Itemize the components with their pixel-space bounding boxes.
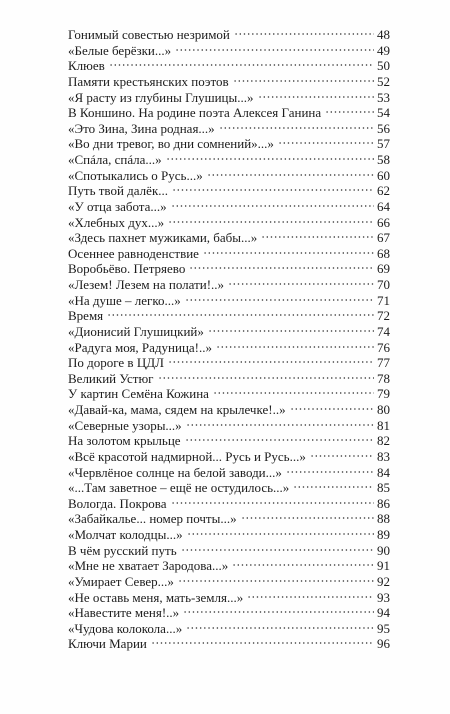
toc-entry: [68, 136, 390, 152]
toc-entry: [68, 386, 390, 402]
dot-leader: [216, 345, 374, 349]
toc-entry-page-number: 94: [377, 605, 390, 621]
dot-leader: [286, 470, 374, 474]
toc-entry: [68, 340, 390, 356]
dot-leader: [171, 501, 375, 505]
toc-entry: [68, 277, 390, 293]
dot-leader: [109, 63, 374, 67]
toc-entry: [68, 621, 390, 637]
toc-entry: [68, 465, 390, 481]
dot-leader: [234, 32, 374, 36]
toc-entry-page-number: 52: [377, 73, 390, 89]
dot-leader: [171, 204, 374, 208]
toc-entry-title: По дороге в ЦДЛ: [68, 355, 164, 371]
dot-leader: [293, 485, 374, 489]
toc-entry-page-number: 57: [377, 136, 390, 152]
toc-entry-page-number: 72: [377, 308, 390, 324]
toc-entry: [68, 480, 390, 496]
toc-entry: [68, 574, 390, 590]
toc-entry-page-number: 48: [377, 27, 390, 42]
toc-entry-page-number: 62: [377, 183, 390, 199]
toc-entry-page-number: 89: [377, 527, 390, 542]
toc-entry-title: «Мне не хватает Зародова...»: [68, 558, 229, 574]
toc-entry: [68, 527, 390, 543]
dot-leader: [203, 251, 374, 255]
toc-entry-title: «Умирает Север...»: [68, 573, 174, 589]
toc-entry-title: Путь твой далёк...: [68, 183, 169, 199]
toc-entry: [68, 543, 390, 559]
toc-entry-title: В чём русский путь: [68, 542, 177, 558]
toc-entry-page-number: 60: [377, 167, 390, 183]
toc-entry: [68, 58, 390, 74]
toc-entry-page-number: 74: [377, 323, 390, 339]
dot-leader: [178, 579, 374, 583]
toc-entry-page-number: 49: [377, 42, 390, 58]
toc-entry: [68, 74, 390, 90]
toc-entry-title: «Хлебных дух...»: [68, 214, 165, 230]
dot-leader: [189, 266, 374, 270]
dot-leader: [247, 595, 374, 599]
toc-entry: [68, 590, 390, 606]
toc-entry: [68, 449, 390, 465]
toc-entry-title: «Спотыкались о Русь...»: [68, 167, 203, 183]
dot-leader: [207, 173, 374, 177]
dot-leader: [186, 423, 374, 427]
dot-leader: [258, 95, 375, 99]
toc-entry-title: «Лезем! Лезем на полати!..»: [68, 277, 225, 292]
toc-entry-title: «Я расту из глубины Глушицы...»: [68, 89, 254, 105]
toc-entry-page-number: 80: [377, 402, 390, 417]
toc-entry-title: «Здесь пахнет мужиками, бабы...»: [68, 230, 258, 246]
toc-entry-page-number: 90: [377, 542, 390, 558]
dot-leader: [232, 563, 374, 567]
toc-entry-title: Клюев: [68, 58, 105, 74]
toc-entry-title: Вологда. Покрова: [68, 495, 167, 511]
toc-entry-title: «Червлёное солнце на белой заводи...»: [68, 464, 282, 480]
toc-entry: [68, 199, 390, 215]
toc-entry-page-number: 83: [377, 448, 390, 464]
toc-entry-page-number: 82: [377, 433, 390, 449]
toc-entry: [68, 558, 390, 574]
toc-entry-page-number: 96: [377, 636, 390, 652]
toc-entry-title: Осеннее равноденствие: [68, 245, 199, 261]
toc-entry-page-number: 76: [377, 339, 390, 355]
toc-entry: [68, 121, 390, 137]
toc-entry-page-number: 85: [377, 480, 390, 496]
dot-leader: [107, 313, 374, 317]
dot-leader: [183, 610, 374, 614]
toc-entry: [68, 324, 390, 340]
toc-entry: [68, 27, 390, 43]
toc-entry: [68, 215, 390, 231]
toc-entry-title: «...Там заветное – ещё не остудилось...»: [68, 480, 290, 496]
toc-entry-title: Ключи Марии: [68, 636, 147, 652]
toc-entry-page-number: 64: [377, 198, 390, 214]
toc-entry-title: «Дионисий Глушицкий»: [68, 323, 204, 339]
dot-leader: [325, 110, 374, 114]
toc-entry-page-number: 53: [377, 89, 390, 105]
dot-leader: [290, 407, 374, 411]
toc-entry: [68, 308, 390, 324]
toc-entry-title: Памяти крестьянских поэтов: [68, 73, 229, 89]
toc-entry-page-number: 88: [377, 511, 390, 527]
toc-entry-title: Воробьёво. Петряево: [68, 261, 186, 277]
toc-entry: [68, 636, 390, 652]
toc-entry-title: У картин Семёна Кожина: [68, 386, 209, 402]
dot-leader: [186, 626, 374, 630]
toc-entry-page-number: 95: [377, 620, 390, 636]
toc-entry: [68, 496, 390, 512]
toc-entry-page-number: 56: [377, 120, 390, 136]
toc-entry: [68, 355, 390, 371]
toc-entry-page-number: 91: [377, 558, 390, 574]
toc-entry-page-number: 66: [377, 214, 390, 230]
dot-leader: [208, 329, 374, 333]
toc-entry: [68, 261, 390, 277]
toc-entry: [68, 402, 390, 418]
toc-entry-page-number: 68: [377, 245, 390, 261]
toc-entry-page-number: 81: [377, 417, 390, 433]
toc-entry-page-number: 84: [377, 464, 390, 480]
toc-entry: [68, 43, 390, 59]
toc-entry-title: В Коншино. На родине поэта Алексея Ганина: [68, 105, 322, 121]
table-of-contents: [68, 27, 390, 652]
toc-entry: [68, 183, 390, 199]
dot-leader: [213, 391, 374, 395]
dot-leader: [181, 548, 374, 552]
dot-leader: [261, 235, 374, 239]
toc-entry-title: «Белые берёзки...»: [68, 42, 172, 58]
dot-leader: [175, 48, 374, 52]
dot-leader: [172, 188, 374, 192]
toc-entry-title: Гонимый совестью незримой: [68, 27, 230, 42]
toc-entry: [68, 105, 390, 121]
toc-entry-page-number: 79: [377, 386, 390, 402]
dot-leader: [168, 360, 374, 364]
toc-entry-title: Время: [68, 308, 104, 324]
dot-leader: [219, 126, 374, 130]
toc-entry: [68, 511, 390, 527]
toc-entry-title: «Северные узоры...»: [68, 417, 182, 433]
toc-entry-title: «Навестите меня!..»: [68, 605, 180, 621]
toc-entry-page-number: 93: [377, 589, 390, 605]
toc-entry-page-number: 69: [377, 261, 390, 277]
toc-entry: [68, 152, 390, 168]
dot-leader: [185, 298, 374, 302]
toc-entry-title: Великий Устюг: [68, 370, 154, 386]
toc-entry-title: «Всё красотой надмирной... Русь и Русь...»: [68, 448, 306, 464]
toc-entry-title: «У отца забота...»: [68, 198, 167, 214]
dot-leader: [310, 454, 374, 458]
dot-leader: [187, 532, 374, 536]
toc-entry: [68, 605, 390, 621]
toc-entry-title: «Забайкалье... номер почты...»: [68, 511, 237, 527]
dot-leader: [278, 141, 374, 145]
toc-entry: [68, 433, 390, 449]
toc-entry-page-number: 70: [377, 277, 390, 292]
toc-entry-page-number: 77: [377, 355, 390, 371]
toc-entry: [68, 371, 390, 387]
toc-entry-title: «Во дни тревог, во дни сомнений»...»: [68, 136, 274, 152]
toc-entry-page-number: 92: [377, 573, 390, 589]
toc-entry: [68, 90, 390, 106]
toc-entry: [68, 293, 390, 309]
toc-entry-title: «Чудова колокола...»: [68, 620, 183, 636]
toc-entry: [68, 168, 390, 184]
dot-leader: [228, 282, 374, 286]
toc-entry-title: «Молчат колодцы...»: [68, 527, 183, 542]
dot-leader: [241, 516, 374, 520]
toc-entry: [68, 418, 390, 434]
toc-entry-page-number: 78: [377, 370, 390, 386]
toc-entry-page-number: 58: [377, 152, 390, 167]
toc-entry: [68, 246, 390, 262]
toc-entry-title: На золотом крыльце: [68, 433, 181, 449]
toc-entry-page-number: 71: [377, 292, 390, 308]
dot-leader: [168, 220, 374, 224]
dot-leader: [158, 376, 374, 380]
toc-entry-title: «Это Зина, Зина родная...»: [68, 120, 215, 136]
toc-entry-title: «Радуга моя, Радуница!..»: [68, 339, 213, 355]
dot-leader: [151, 641, 374, 645]
toc-entry-title: «Спáла, спáла...»: [68, 152, 162, 167]
dot-leader: [185, 438, 374, 442]
toc-entry-page-number: 67: [377, 230, 390, 246]
toc-entry-title: «Давай-ка, мама, сядем на крылечке!..»: [68, 402, 286, 417]
dot-leader: [233, 79, 374, 83]
dot-leader: [166, 157, 374, 161]
toc-entry-page-number: 54: [377, 105, 390, 121]
toc-entry-title: «Не оставь меня, мать-земля...»: [68, 589, 244, 605]
toc-entry: [68, 230, 390, 246]
toc-entry-title: «На душе – легко...»: [68, 292, 181, 308]
toc-entry-page-number: 50: [377, 58, 390, 74]
toc-entry-page-number: 86: [377, 495, 390, 511]
